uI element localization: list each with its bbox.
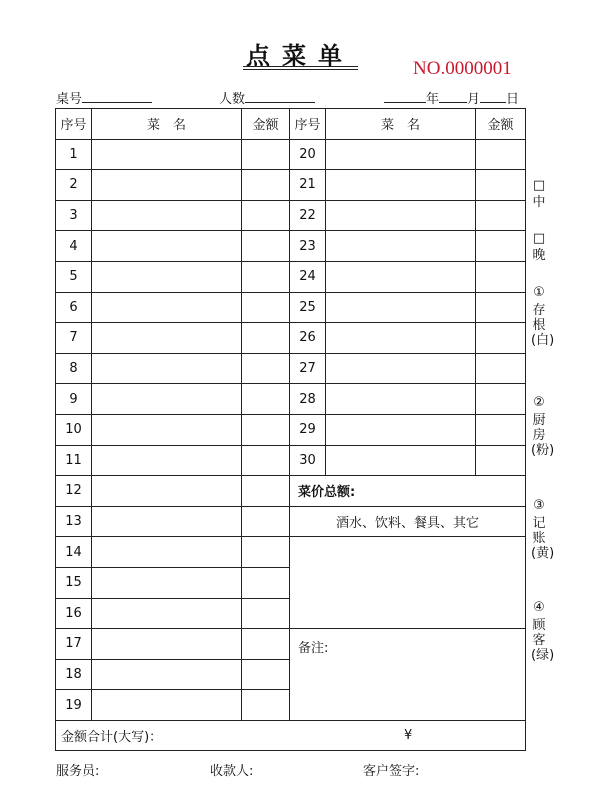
order-table: [55, 108, 526, 751]
yuan-symbol: ¥: [404, 727, 413, 743]
table-row: 2 21: [56, 170, 526, 201]
copy-1-number: ①: [533, 285, 545, 300]
table-row: 14: [56, 537, 526, 568]
table-row: 11 30: [56, 445, 526, 476]
cashier-label: 收款人:: [210, 764, 254, 779]
title-underline: [243, 66, 358, 67]
table-row: 13 酒水、饮料、餐具、其它: [56, 506, 526, 537]
waiter-label: 服务员:: [56, 764, 100, 779]
people-count-field[interactable]: [219, 88, 315, 107]
evening-checkbox[interactable]: □: [532, 231, 546, 246]
table-header-row: [56, 109, 526, 140]
drinks-entry-area[interactable]: [290, 537, 526, 629]
table-row: 16: [56, 598, 526, 629]
noon-checkbox[interactable]: □: [532, 178, 546, 193]
col-header-dish-right: 菜 名: [326, 109, 476, 140]
table-row: 8 27: [56, 353, 526, 384]
serial-number: NO.0000001: [413, 58, 512, 79]
table-row: 17 备注:: [56, 629, 526, 660]
page-title: 点菜单: [246, 42, 354, 70]
copy-4-number: ④: [533, 600, 545, 615]
noon-label: 中: [532, 195, 546, 210]
grand-total-cell[interactable]: [56, 720, 526, 751]
people-count-label: 人数: [219, 92, 246, 107]
col-header-amount: 金额: [242, 109, 290, 140]
date-field[interactable]: [384, 88, 519, 107]
table-row: 15: [56, 567, 526, 598]
col-header-amount-right: 金额: [476, 109, 526, 140]
table-row: 12 菜价总额:: [56, 476, 526, 507]
copy-4-label: 顾客(绿): [531, 618, 555, 663]
table-row: 1 20: [56, 139, 526, 170]
table-row: 6 25: [56, 292, 526, 323]
table-row: 9 28: [56, 384, 526, 415]
drinks-label-cell: 酒水、饮料、餐具、其它: [290, 506, 526, 537]
customer-signature-label: 客户签字:: [363, 764, 420, 779]
table-row: 7 26: [56, 323, 526, 354]
grand-total-label: 金额合计(大写)：: [61, 730, 163, 746]
month-label: 月: [467, 92, 481, 107]
table-row: 18: [56, 659, 526, 690]
title-underline-2: [243, 69, 358, 70]
copy-2-number: ②: [533, 395, 545, 410]
col-header-dish: 菜 名: [92, 109, 242, 140]
col-header-no: 序号: [56, 109, 92, 140]
table-number-field[interactable]: [56, 88, 152, 107]
copy-3-number: ③: [533, 498, 545, 513]
copy-1-label: 存根(白): [531, 303, 555, 348]
copy-2-label: 厨房(粉): [531, 413, 555, 458]
year-label: 年: [426, 92, 440, 107]
day-label: 日: [506, 92, 520, 107]
table-number-label: 桌号: [56, 92, 83, 107]
col-header-no-right: 序号: [290, 109, 326, 140]
grand-total-row: [56, 720, 526, 751]
table-row: 19: [56, 690, 526, 721]
remarks-area[interactable]: 备注:: [290, 629, 526, 721]
copy-3-label: 记账(黄): [531, 516, 555, 561]
table-row: 10 29: [56, 414, 526, 445]
table-row: 5 24: [56, 261, 526, 292]
table-row: 4 23: [56, 231, 526, 262]
dish-total-cell[interactable]: 菜价总额:: [290, 476, 526, 507]
table-row: 3 22: [56, 200, 526, 231]
evening-label: 晚: [532, 248, 546, 263]
